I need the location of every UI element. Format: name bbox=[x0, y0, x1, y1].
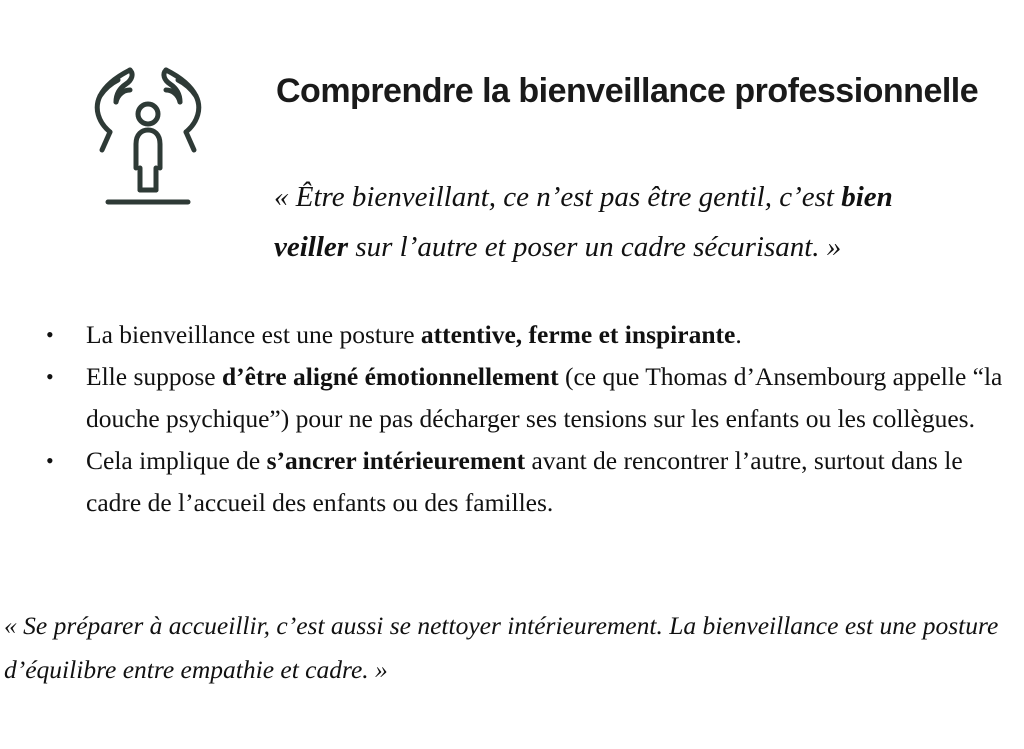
bullet-list bbox=[40, 314, 1015, 524]
hands-protecting-person-icon bbox=[88, 64, 208, 214]
bullet-bold: d’être aligné émotionnellement bbox=[221, 362, 559, 391]
bullet-text: avant de rencontrer l’autre, surtout dans le cadre de l’accueil des enfants ou des familles. bbox=[86, 446, 963, 517]
list-item bbox=[40, 440, 1015, 524]
bullet-text: (ce que Thomas d’Ansembourg appelle “la douche psychique”) pour ne pas décharger ses tensions sur les enfants ou les collègues. bbox=[86, 362, 1003, 433]
bullet-bold: attentive, ferme et inspirante bbox=[420, 320, 736, 349]
bullet-bold: s’ancrer intérieurement bbox=[266, 446, 526, 475]
bullet-text: Elle suppose bbox=[86, 362, 222, 391]
page-title: Comprendre la bienveillance professionnelle bbox=[276, 72, 979, 110]
bullet-dot: • bbox=[46, 322, 54, 347]
intro-quote-open: « Être bienveillant, ce n’est pas être gentil, c’est bbox=[274, 181, 842, 213]
bullet-dot: • bbox=[46, 364, 54, 389]
bullet-dot: • bbox=[46, 448, 54, 473]
list-item bbox=[40, 356, 1015, 440]
intro-quote-close: sur l’autre et poser un cadre sécurisant. » bbox=[348, 231, 842, 263]
intro-quote bbox=[274, 172, 974, 272]
bullet-text: . bbox=[735, 320, 742, 349]
bullet-text: Cela implique de bbox=[86, 446, 267, 475]
list-item bbox=[40, 314, 1015, 356]
bullet-text: La bienveillance est une posture bbox=[86, 320, 421, 349]
closing-quote: « Se préparer à accueillir, c’est aussi se nettoyer intérieurement. La bienveillance est une posture d’équilibre entre empathie et cadre. » bbox=[4, 611, 999, 684]
intro-quote-bold: bien veiller bbox=[274, 181, 893, 263]
